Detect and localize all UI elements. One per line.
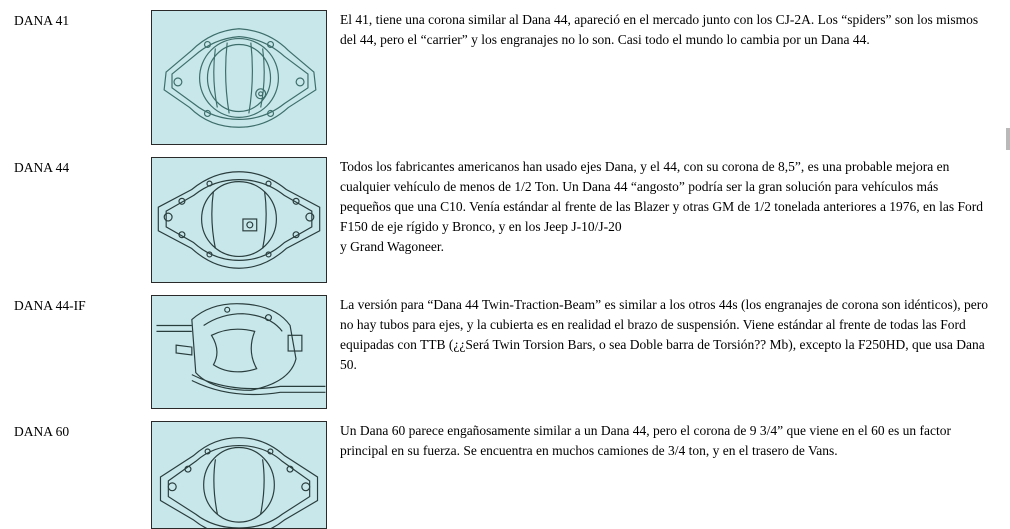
dana-41-axle-drawing-icon bbox=[152, 11, 326, 144]
dana-60-axle-drawing-icon bbox=[152, 422, 326, 528]
axle-name: DANA 41 bbox=[14, 13, 70, 28]
axle-description: La versión para “Dana 44 Twin-Traction-Beam” es similar a los otros 44s (los engranajes de corona son idénticos), pero no hay tubos para ejes, y la cubierta es en realidad el brazo de suspensión. Viene estándar al frente de todas las Ford equipadas con TTB (¿¿Será Twin Torsion Bars, o sea Doble barra de Torsión?? Mb), excepto la F250HD, que usa Dana 50. bbox=[340, 297, 988, 372]
axle-name: DANA 60 bbox=[14, 424, 70, 439]
scroll-edge-mark bbox=[1006, 128, 1010, 150]
dana-44-axle-drawing-icon bbox=[152, 158, 326, 282]
axle-description: El 41, tiene una corona similar al Dana 44, apareció en el mercado junto con los CJ-2A. Los “spiders” son los mismos del 44, pero el “carrier” y los engranajes no lo son. Casi todo el mundo lo cambia por un Dana 44. bbox=[340, 12, 979, 47]
dana-41-axle-image bbox=[151, 10, 327, 145]
dana-60-axle-image bbox=[151, 421, 327, 529]
axle-description: Todos los fabricantes americanos han usado ejes Dana, y el 44, con su corona de 8,5”, es una probable mejora en cualquier vehículo de menos de 1/2 Ton. Un Dana 44 “angosto” podría ser la gran solución para vehículos más pequeños que una C10. Venía estándar al frente de las Blazer y otras GM de 1/2 tonelada anteriores a 1976, en las Ford F150 de eje rígido y Bronco, y en los Jeep J-10/J-20 y Grand Wagoneer. bbox=[340, 159, 984, 254]
axle-name: DANA 44 bbox=[14, 160, 70, 175]
dana-44-if-axle-image bbox=[151, 295, 327, 409]
dana-44-axle-image bbox=[151, 157, 327, 283]
axle-description: Un Dana 60 parece engañosamente similar a un Dana 44, pero el corona de 9 3/4” que viene en el 60 es un factor principal en su fuerza. Se encuentra en muchos camiones de 3/4 ton, y en el trasero de Vans. bbox=[340, 423, 952, 458]
dana-44-if-axle-drawing-icon bbox=[152, 296, 326, 408]
axle-name: DANA 44-IF bbox=[14, 298, 86, 313]
